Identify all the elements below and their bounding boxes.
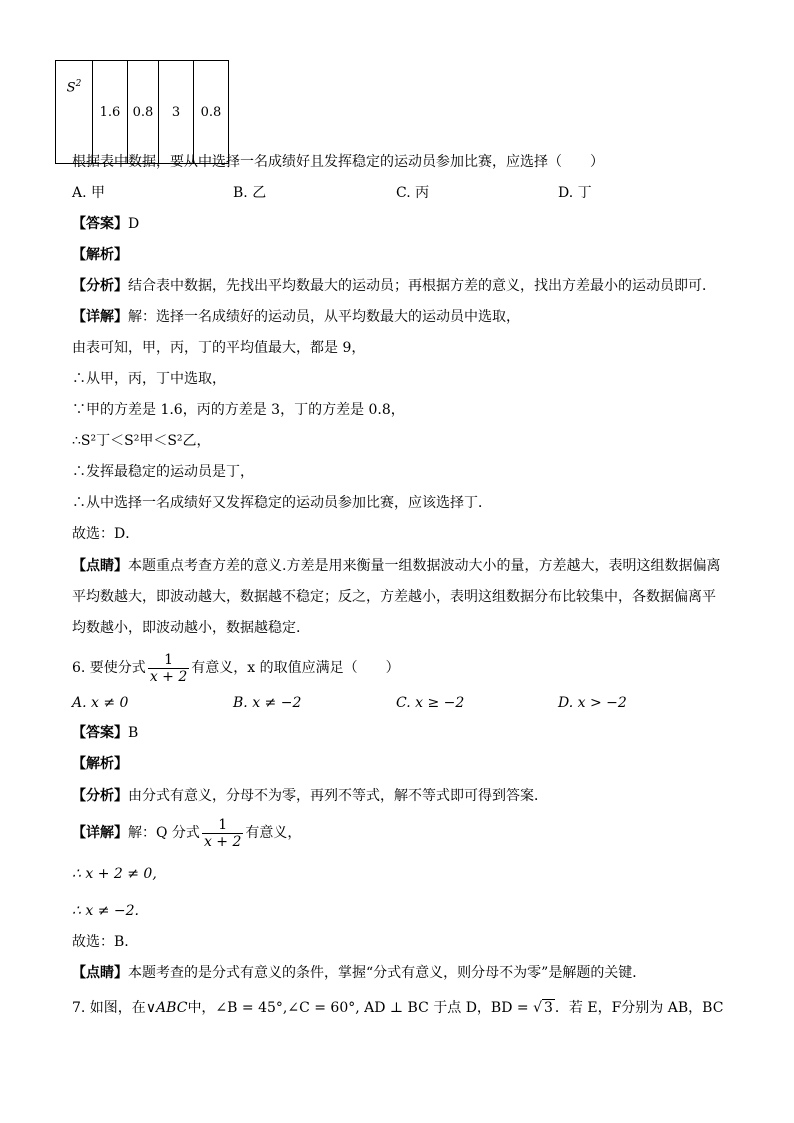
table-label-cell: $S^2$ <box>56 61 93 164</box>
q6-xiangjie: 【详解】解：Q 分式 $\frac{1}{x + 2}$ 有意义， <box>72 816 302 850</box>
q6-fraction: $\frac{1}{x + 2}$ <box>203 816 242 850</box>
q6-option-b: B. x ≠ −2 <box>233 695 302 711</box>
q6-choose: 故选：B. <box>72 934 129 950</box>
q5-stem: 根据表中数据，要从中选择一名成绩好且发挥稳定的运动员参加比赛，应选择（ ） <box>72 154 604 170</box>
q5-line: 由表可知，甲，丙，丁的平均值最大，都是 9， <box>72 340 366 356</box>
q6-answer: 【答案】B <box>72 725 139 741</box>
q5-dianjing-line: 均数越小，即波动越小，数据越稳定. <box>72 620 301 636</box>
q5-answer: 【答案】D <box>72 216 140 232</box>
q5-option-d: D. 丁 <box>558 185 592 201</box>
q5-line: 故选：D． <box>72 526 140 542</box>
table-cell: 0.8 <box>128 61 159 164</box>
q5-line: ∴发挥最稳定的运动员是丁， <box>72 464 254 480</box>
variance-table <box>55 60 229 164</box>
q5-line: ∵甲的方差是 1.6，丙的方差是 3，丁的方差是 0.8， <box>72 402 405 418</box>
q5-option-a: A. 甲 <box>72 185 106 201</box>
q7-stem: 7. 如图，在∨ABC中，∠B = 45°,∠C = 60°, AD ⊥ BC 于点 D，BD = √ 3 ．若 E，F分别为 AB，BC <box>72 1000 724 1016</box>
q6-analysis-heading: 【解析】 <box>72 756 128 772</box>
table-cell: 0.8 <box>194 61 229 164</box>
table-cell: 1.6 <box>93 61 128 164</box>
q5-line: ∴从甲，丙，丁中选取， <box>72 371 226 387</box>
q5-dianjing: 【点睛】本题重点考查方差的意义.方差是用来衡量一组数据波动大小的量，方差越大，表明这组数据偏离 <box>72 558 721 574</box>
q6-fraction: $\frac{1}{x + 2}$ <box>149 651 188 685</box>
q6-fenxi: 【分析】由分式有意义，分母不为零，再列不等式，解不等式即可得到答案． <box>72 788 548 804</box>
q5-line: ∴从中选择一名成绩好又发挥稳定的运动员参加比赛，应该选择丁． <box>72 495 492 511</box>
q6-step: ∴ x ≠ −2. <box>72 903 139 919</box>
table-row <box>56 61 229 164</box>
q5-dianjing-line: 平均数越大，即波动越大，数据越不稳定；反之，方差越小，表明这组数据分布比较集中，各数据偏离平 <box>72 589 716 605</box>
q5-analysis-heading: 【解析】 <box>72 247 128 263</box>
q5-line: ∴S²丁＜S²甲＜S²乙， <box>72 433 211 449</box>
q5-option-b: B. 乙 <box>233 185 267 201</box>
q6-stem: 6. 要使分式 $\frac{1}{x + 2}$ 有意义，x 的取值应满足（ ） <box>72 651 400 685</box>
q5-xiangjie: 【详解】解：选择一名成绩好的运动员，从平均数最大的运动员中选取， <box>72 309 520 325</box>
q6-step: ∴ x + 2 ≠ 0, <box>72 866 157 882</box>
q5-option-c: C. 丙 <box>396 185 430 201</box>
q5-fenxi: 【分析】结合表中数据，先找出平均数最大的运动员；再根据方差的意义，找出方差最小的运动员即可． <box>72 278 716 294</box>
q6-option-c: C. x ≥ −2 <box>396 695 465 711</box>
q6-option-a: A. x ≠ 0 <box>72 695 129 711</box>
table-cell: 3 <box>159 61 194 164</box>
sqrt-symbol: √ 3 <box>533 1000 553 1016</box>
q6-option-d: D. x > −2 <box>558 695 627 711</box>
q6-dianjing: 【点睛】本题考查的是分式有意义的条件，掌握“分式有意义，则分母不为零”是解题的关键． <box>72 965 647 981</box>
